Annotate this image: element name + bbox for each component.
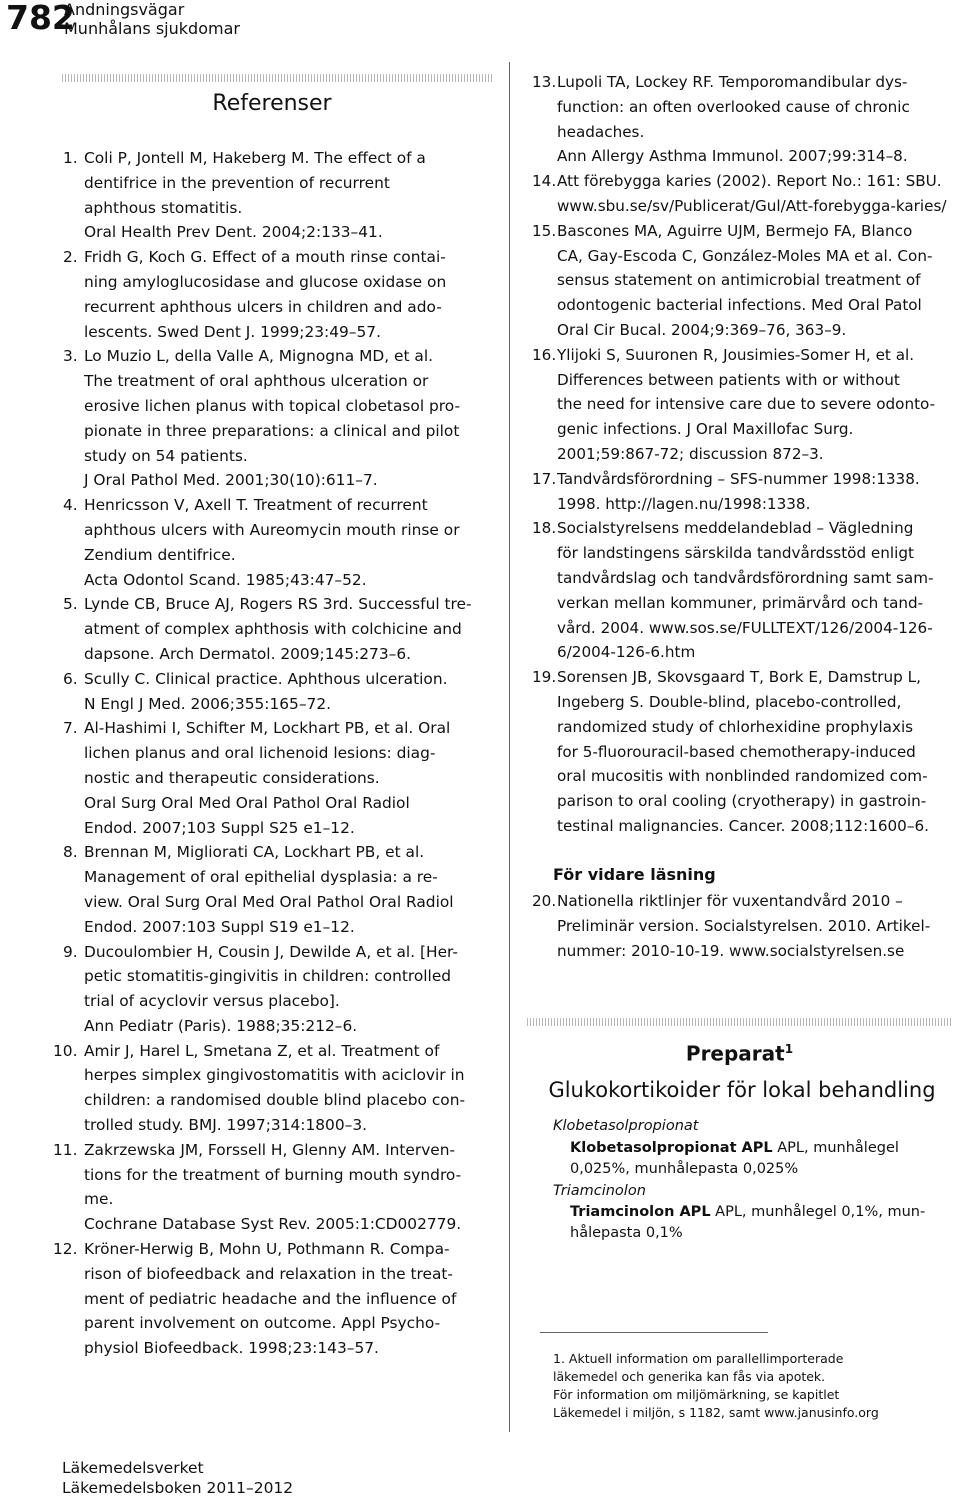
reference-text-line: Lo Muzio L, della Valle A, Mignogna MD, et al.	[84, 347, 434, 366]
reference-text-line: sensus statement on antimicrobial treatment of	[557, 271, 921, 290]
reference-text-line: me.	[84, 1190, 114, 1209]
reference-number: 13.	[532, 73, 557, 91]
reference-number: 20.	[532, 892, 557, 910]
reference-text-line: Endod. 2007:103 Suppl S19 e1–12.	[84, 917, 355, 936]
drug-product-form: APL, munhålegel 0,1%, mun-	[710, 1204, 926, 1220]
reference-text-line: Endod. 2007;103 Suppl S25 e1–12.	[84, 818, 355, 837]
reference-text-line: www.sbu.se/sv/Publicerat/Gul/Att-forebygga-karies/	[557, 196, 947, 215]
reference-text-line: headaches.	[557, 122, 645, 141]
reference-number: 17.	[532, 469, 557, 488]
reference-text-line: Oral Cir Bucal. 2004;9:369–76, 363–9.	[557, 320, 847, 339]
reference-text-line: Socialstyrelsens meddelandeblad – Vägledning	[557, 519, 914, 538]
reference-number: 15.	[532, 221, 557, 240]
reference-text-line: erosive lichen planus with topical clobetasol pro-	[84, 396, 460, 415]
reference-text-line: Zakrzewska JM, Forssell H, Glenny AM. Interven-	[84, 1140, 456, 1159]
reference-text-line: view. Oral Surg Oral Med Oral Pathol Oral Radiol	[84, 892, 454, 911]
reference-item	[532, 219, 952, 343]
reference-item	[62, 716, 488, 840]
reference-text-line: Nationella riktlinjer för vuxentandvård 2010 –	[557, 892, 903, 910]
reference-item	[62, 146, 488, 245]
reference-number: 9.	[63, 942, 78, 961]
reference-text-line: Brennan M, Migliorati CA, Lockhart PB, et al.	[84, 843, 425, 862]
reference-text-line: trolled study. BMJ. 1997;314:1800–3.	[84, 1116, 368, 1135]
reference-item	[62, 940, 488, 1039]
reference-text-line: parent involvement on outcome. Appl Psycho-	[84, 1314, 441, 1333]
reference-text-line: vård. 2004. www.sos.se/FULLTEXT/126/2004-126-	[557, 618, 933, 637]
reference-text-line: dapsone. Arch Dermatol. 2009;145:273–6.	[84, 644, 412, 663]
reference-item	[62, 840, 488, 939]
drug-product	[570, 1202, 940, 1244]
reference-text-line: aphthous stomatitis.	[84, 198, 243, 217]
reference-item	[532, 665, 952, 839]
reference-number: 12.	[53, 1240, 78, 1259]
reference-list-right	[532, 70, 952, 839]
reference-number: 16.	[532, 345, 557, 364]
footnote-line: Läkemedel i miljön, s 1182, samt www.janusinfo.org	[553, 1405, 879, 1420]
reference-text-line: verkan mellan kommuner, primärvård och tand-	[557, 593, 924, 612]
reference-item	[53, 1039, 488, 1138]
further-reading-list	[532, 889, 952, 963]
reference-text-line: petic stomatitis-gingivitis in children: controlled	[84, 967, 452, 986]
reference-text-line: ment of pediatric headache and the influence of	[84, 1289, 457, 1308]
footnote-line: 1. Aktuell information om parallellimporterade	[553, 1351, 844, 1366]
reference-text-line: trial of acyclovir versus placebo].	[84, 992, 340, 1011]
reference-text-line: Ylijoki S, Suuronen R, Jousimies-Somer H, et al.	[557, 345, 915, 364]
reference-text-line: testinal malignancies. Cancer. 2008;112:1600–6.	[557, 816, 929, 835]
reference-number: 4.	[63, 496, 78, 515]
reference-text-line: study on 54 patients.	[84, 446, 248, 465]
reference-item	[62, 245, 488, 344]
reference-text-line: Tandvårdsförordning – SFS-nummer 1998:1338.	[557, 469, 920, 488]
reference-item	[532, 169, 952, 219]
drug-product	[570, 1138, 940, 1180]
reference-item	[62, 344, 488, 493]
reference-text-line: Bascones MA, Aguirre UJM, Bermejo FA, Blanco	[557, 221, 913, 240]
drug-product-name: Klobetasolpropionat APL	[570, 1140, 773, 1156]
reference-text-line: Coli P, Jontell M, Hakeberg M. The effect of a	[84, 149, 426, 167]
drug-class-name: Triamcinolon	[553, 1183, 646, 1199]
reference-item	[62, 592, 488, 666]
reference-text-line: 2001;59:867-72; discussion 872–3.	[557, 444, 824, 463]
reference-text-line: rison of biofeedback and relaxation in the treat-	[84, 1264, 453, 1283]
reference-text-line: the need for intensive care due to severe odonto-	[557, 395, 936, 414]
reference-item	[532, 889, 952, 963]
reference-number: 3.	[63, 347, 78, 366]
reference-number: 18.	[532, 519, 557, 538]
reference-text-line: pionate in three preparations: a clinical and pilot	[84, 421, 460, 440]
footnote-line: För information om miljömärkning, se kapitlet	[553, 1387, 840, 1402]
drug-product-form-cont: hålepasta 0,1%	[570, 1225, 683, 1241]
preparat-heading	[527, 1035, 952, 1068]
reference-text-line: 1998. http://lagen.nu/1998:1338.	[557, 494, 811, 513]
reference-text-line: for 5-fluorouracil-based chemotherapy-induced	[557, 742, 916, 761]
reference-item	[532, 343, 952, 467]
reference-list-left	[53, 146, 488, 1361]
reference-number: 11.	[53, 1140, 78, 1159]
reference-text-line: lescents. Swed Dent J. 1999;23:49–57.	[84, 322, 381, 341]
reference-item	[53, 1237, 488, 1361]
reference-text-line: genic infections. J Oral Maxillofac Surg.	[557, 420, 854, 439]
reference-number: 14.	[532, 172, 557, 191]
reference-number: 5.	[63, 595, 78, 614]
reference-item	[53, 1138, 488, 1237]
reference-item	[532, 516, 952, 665]
reference-text-line: Att förebygga karies (2002). Report No.: 161: SBU.	[557, 172, 942, 191]
reference-text-line: odontogenic bacterial infections. Med Oral Patol	[557, 296, 922, 315]
reference-text-line: Sorensen JB, Skovsgaard T, Bork E, Damstrup L,	[557, 668, 921, 687]
reference-text-line: nostic and therapeutic considerations.	[84, 768, 380, 787]
reference-number: 10.	[53, 1041, 78, 1060]
drug-class-name: Klobetasolpropionat	[553, 1118, 699, 1134]
reference-number: 2.	[63, 248, 78, 267]
preparat-title: Preparat	[685, 1041, 785, 1066]
preparat-footnote-mark: 1	[784, 1042, 794, 1056]
reference-text-line: Ann Pediatr (Paris). 1988;35:212–6.	[84, 1016, 358, 1035]
reference-text-line: tions for the treatment of burning mouth syndro-	[84, 1165, 462, 1184]
drug-product-name: Triamcinolon APL	[570, 1204, 711, 1220]
reference-text-line: Ingeberg S. Double-blind, placebo-controlled,	[557, 692, 902, 711]
reference-text-line: children: a randomised double blind placebo con-	[84, 1091, 466, 1110]
chapter-subsection: Munhålans sjukdomar	[64, 19, 240, 38]
footer-book: Läkemedelsboken 2011–2012	[62, 1479, 294, 1497]
reference-text-line: physiol Biofeedback. 1998;23:143–57.	[84, 1339, 379, 1358]
chapter-section: Andningsvägar	[64, 0, 185, 19]
reference-text-line: The treatment of oral aphthous ulceration or	[84, 372, 429, 391]
reference-text-line: randomized study of chlorhexidine prophylaxis	[557, 717, 914, 736]
page-number: 782	[6, 0, 75, 37]
preparat-top-rule	[527, 1018, 952, 1026]
reference-text-line: lichen planus and oral lichenoid lesions: diag-	[84, 744, 436, 763]
reference-text-line: nummer: 2010-10-19. www.socialstyrelsen.se	[557, 941, 905, 960]
reference-text-line: Acta Odontol Scand. 1985;43:47–52.	[84, 570, 367, 589]
preparat-subtitle: Glukokortikoider för lokal behandling	[548, 1078, 936, 1102]
reference-text-line: Oral Health Prev Dent. 2004;2:133–41.	[84, 223, 383, 242]
reference-text-line: aphthous ulcers with Aureomycin mouth rinse or	[84, 520, 460, 539]
reference-text-line: recurrent aphthous ulcers in children and ado-	[84, 297, 442, 316]
reference-item	[532, 70, 952, 169]
reference-text-line: Fridh G, Koch G. Effect of a mouth rinse contai-	[84, 248, 446, 267]
reference-text-line: Ann Allergy Asthma Immunol. 2007;99:314–8.	[557, 147, 908, 166]
reference-item	[62, 493, 488, 592]
reference-item	[532, 467, 952, 517]
reference-text-line: atment of complex aphthosis with colchicine and	[84, 620, 462, 639]
reference-text-line: function: an often overlooked cause of chronic	[557, 97, 910, 116]
column-divider	[509, 62, 510, 1432]
further-reading-heading: För vidare läsning	[553, 865, 716, 884]
reference-number: 6.	[63, 669, 78, 688]
reference-text-line: dentifrice in the prevention of recurrent	[84, 173, 390, 192]
reference-text-line: Oral Surg Oral Med Oral Pathol Oral Radiol	[84, 793, 410, 812]
reference-text-line: ning amyloglucosidase and glucose oxidase on	[84, 272, 447, 291]
reference-number: 7.	[63, 719, 78, 738]
reference-text-line: för landstingens särskilda tandvårdsstöd enligt	[557, 544, 914, 563]
reference-number: 1.	[63, 149, 78, 167]
reference-text-line: Lynde CB, Bruce AJ, Rogers RS 3rd. Successful tre-	[84, 595, 472, 614]
reference-text-line: 6/2004-126-6.htm	[557, 643, 696, 662]
reference-text-line: tandvårdslag och tandvårdsförordning samt sam-	[557, 568, 934, 587]
reference-text-line: J Oral Pathol Med. 2001;30(10):611–7.	[84, 471, 378, 490]
footer-publisher: Läkemedelsverket	[62, 1459, 204, 1477]
footnote-rule	[540, 1332, 768, 1333]
reference-text-line: Differences between patients with or without	[557, 370, 900, 389]
reference-text-line: oral mucositis with nonblinded randomized com-	[557, 767, 928, 786]
references-heading: Referenser	[212, 91, 332, 116]
footnote-line: läkemedel och generika kan fås via apotek.	[553, 1369, 826, 1384]
reference-text-line: Management of oral epithelial dysplasia: a re-	[84, 868, 438, 887]
references-top-rule	[62, 74, 492, 82]
reference-text-line: N Engl J Med. 2006;355:165–72.	[84, 694, 332, 713]
reference-text-line: Scully C. Clinical practice. Aphthous ulceration.	[84, 669, 448, 688]
reference-text-line: CA, Gay-Escoda C, González-Moles MA et al. Con-	[557, 246, 933, 265]
reference-text-line: Amir J, Harel L, Smetana Z, et al. Treatment of	[84, 1041, 440, 1060]
reference-text-line: Lupoli TA, Lockey RF. Temporomandibular dys-	[557, 73, 908, 91]
reference-text-line: Henricsson V, Axell T. Treatment of recurrent	[84, 496, 428, 515]
reference-text-line: Zendium dentifrice.	[84, 545, 236, 564]
reference-text-line: Al-Hashimi I, Schifter M, Lockhart PB, et al. Oral	[84, 719, 451, 738]
reference-text-line: parison to oral cooling (cryotherapy) in gastroin-	[557, 792, 927, 811]
reference-number: 19.	[532, 668, 557, 687]
reference-text-line: Kröner-Herwig B, Mohn U, Pothmann R. Compa-	[84, 1240, 450, 1259]
reference-text-line: herpes simplex gingivostomatitis with aciclovir in	[84, 1066, 465, 1085]
reference-item	[62, 667, 488, 717]
reference-number: 8.	[63, 843, 78, 862]
drug-product-form-cont: 0,025%, munhålepasta 0,025%	[570, 1161, 799, 1177]
reference-text-line: Preliminär version. Socialstyrelsen. 2010. Artikel-	[557, 916, 931, 935]
drug-product-form: APL, munhålegel	[772, 1140, 899, 1156]
reference-text-line: Ducoulombier H, Cousin J, Dewilde A, et al. [Her-	[84, 942, 458, 961]
reference-text-line: Cochrane Database Syst Rev. 2005:1:CD002779.	[84, 1215, 462, 1234]
